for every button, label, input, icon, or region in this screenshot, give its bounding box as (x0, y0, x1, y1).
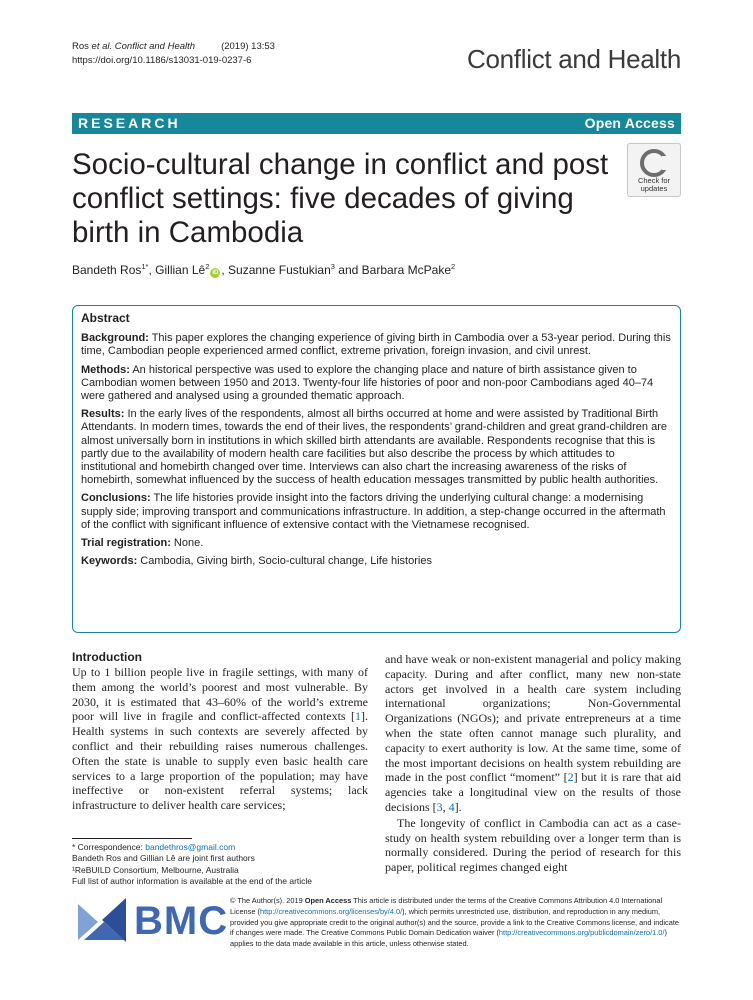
abstract-methods (81, 364, 672, 404)
author-name[interactable]: Suzanne Fustukian (228, 263, 331, 277)
citation-journal: et al. Conflict and Health (91, 41, 196, 52)
separator: , (221, 263, 229, 277)
footnote-divider (72, 838, 192, 839)
author-name[interactable]: Gillian Lê (155, 263, 206, 277)
author-list (72, 262, 455, 278)
license-link[interactable]: http://creativecommons.org/licenses/by/4.0/ (260, 906, 403, 916)
abstract-conclusions (81, 492, 672, 532)
citation-link[interactable]: 4 (448, 799, 455, 814)
doi-link[interactable]: https://doi.org/10.1186/s13031-019-0237-6 (72, 55, 252, 66)
text-run: © The Author(s). 2019 (230, 896, 305, 905)
citation-year: (2019) 13:53 (221, 41, 275, 52)
abstract-results (81, 408, 672, 487)
citation-header (72, 40, 275, 68)
journal-title: Conflict and Health (467, 44, 681, 74)
section-heading-introduction: Introduction (72, 650, 142, 664)
refresh-icon (640, 149, 668, 177)
section-label: Keywords: (81, 555, 138, 568)
article-title: Socio-cultural change in conflict and post conflict settings: five decades of giving birth in Cambodia (72, 148, 609, 249)
correspondence-label: * Correspondence: (72, 842, 146, 852)
section-text: The life histories provide insight into the factors driving the underlying cultural change: a modernising supply side; improving transport and communications infrastructure. In addition, a step-change occurred in the aftermath of the conflict with significant influence of extensive contact with the Vietnamese recognised. (81, 492, 666, 531)
affiliation-marker: 2 (451, 262, 456, 271)
affiliation-marker: 3 (330, 262, 335, 271)
paragraph (72, 665, 368, 813)
text-run: ] but it is rare that aid agencies take a longitudinal view on the results of those decisions [ (385, 770, 681, 814)
text-run: ]. Health systems in such contexts are severely affected by conflict and their rebuilding raises numerous challenges. Often the state is unable to supply even basic health care services to a large proportion of the population; may have ineffective or non-existent referral systems; lack infrastructure to deliver health care services; (72, 709, 368, 813)
abstract-box (72, 305, 681, 633)
author-info-note: Full list of author information is available at the end of the article (72, 876, 313, 887)
paragraph: The longevity of conflict in Cambodia can act as a case-study on health system rebuilding over a longer term than is normally considered. During the period of research for this paper, political regimes changed eight (385, 815, 681, 875)
article-type: RESEARCH (78, 115, 181, 131)
section-text: This paper explores the changing experience of giving birth in Cambodia over a 53-year period. During this time, Cambodian people experienced armed conflict, extreme privation, foreign invasion, and civil unrest. (81, 332, 671, 358)
abstract-background (81, 332, 672, 358)
body-column-left (72, 650, 368, 813)
text-run: and have weak or non-existent managerial and policy making capacity. During and after conflict, many new non-state actors get involved in a health care system including international organizations; Non-Governmental Organizations (NGOs); and private entrepreneurs at a time when the state often cannot manage such plurality, and capacity to exert authority is low. At the same time, some of the most important decisions on health system rebuilding are made in the post conflict “moment” [ (385, 652, 681, 785)
section-label: Conclusions: (81, 492, 151, 505)
publisher-name: BMC (134, 899, 229, 943)
paragraph (385, 652, 681, 815)
section-label: Methods: (81, 363, 130, 376)
open-access-label: Open Access (304, 896, 352, 905)
section-text: In the early lives of the respondents, almost all births occurred at home and were assisted by Traditional Birth Attendants. In modern times, towards the end of their lives, the respondents’ grand-children and great grand-children are almost universally born in institutions in which skilled birth attendants are available. Respondents recognise that this is partly due to the availability of modern health care facilities but also describe the process by which attitudes to institutional and homebirth changed over time. Interviews can also chart the increasing awareness of the risks of homebirth, somewhat influenced by the success of health education messages transmitted by public health authorities. (81, 408, 667, 487)
section-label: Trial registration: (81, 537, 171, 550)
body-column-right (385, 652, 681, 875)
abstract-heading: Abstract (81, 311, 130, 325)
footnotes (72, 842, 368, 888)
author-name[interactable]: Bandeth Ros (72, 263, 142, 277)
license-statement (230, 896, 682, 950)
text-run: ), which permits unrestricted use, distribution, and reproduction in any medium, provided you give appropriate credit to the original author(s) and the source, provide a link to the Creative Commons license, and indicate if changes were made. The Creative Commons Public Domain Dedication waiver ( (230, 906, 680, 938)
public-domain-link[interactable]: http://creativecommons.org/publicdomain/zero/1.0/ (498, 928, 665, 938)
separator: and (334, 263, 362, 277)
section-text: None. (170, 537, 204, 550)
author-name[interactable]: Barbara McPake (361, 263, 452, 277)
orcid-icon[interactable]: iD (212, 270, 219, 276)
section-label: Results: (81, 408, 125, 421)
article-type-banner (72, 113, 681, 134)
section-text: An historical perspective was used to explore the changing place and nature of birth assistance given to Cambodian women between 1950 and 2013. Twenty-four life histories of poor and non-poor Cambodians aged 40–74 were gathered and analysed using a grounded thematic approach. (81, 363, 654, 403)
text-run: , (442, 799, 449, 814)
citation-link[interactable]: 2 (567, 770, 574, 785)
separator: , (148, 263, 156, 277)
section-text: Cambodia, Giving birth, Socio-cultural change, Life histories (137, 555, 432, 568)
affiliation-marker: 1* (141, 262, 149, 271)
check-for-updates-line1: Check for (637, 176, 671, 185)
correspondence-email-link[interactable]: bandethros@gmail.com (145, 842, 236, 852)
affiliation-marker: 2 (205, 262, 210, 271)
affiliation-note: ¹ReBUILD Consortium, Melbourne, Australia (72, 864, 239, 875)
open-access-label: Open Access (584, 115, 675, 131)
check-for-updates-line2: updates (640, 184, 668, 193)
text-run: ) applies to the data made available in this article, unless otherwise stated. (230, 928, 667, 949)
text-run: This article is distributed under the terms of the Creative Commons Attribution 4.0 International License ( (230, 896, 663, 916)
text-run: Up to 1 billion people live in fragile settings, with many of them among the world’s poorest and most vulnerable. By 2030, it is estimated that 43–60% of the world’s extreme poor will live in fragile and conflict-affected contexts [ (72, 665, 368, 724)
citation-link[interactable]: 3 (436, 799, 443, 814)
check-for-updates-button[interactable] (627, 143, 681, 197)
abstract-trial-registration (81, 537, 672, 550)
section-label: Background: (81, 332, 149, 345)
abstract-keywords (81, 555, 672, 568)
citation-author: Ros (72, 41, 92, 52)
joint-authors-note: Bandeth Ros and Gillian Lê are joint first authors (72, 853, 255, 864)
text-run: ]. (454, 799, 462, 814)
citation-link[interactable]: 1 (355, 709, 361, 724)
